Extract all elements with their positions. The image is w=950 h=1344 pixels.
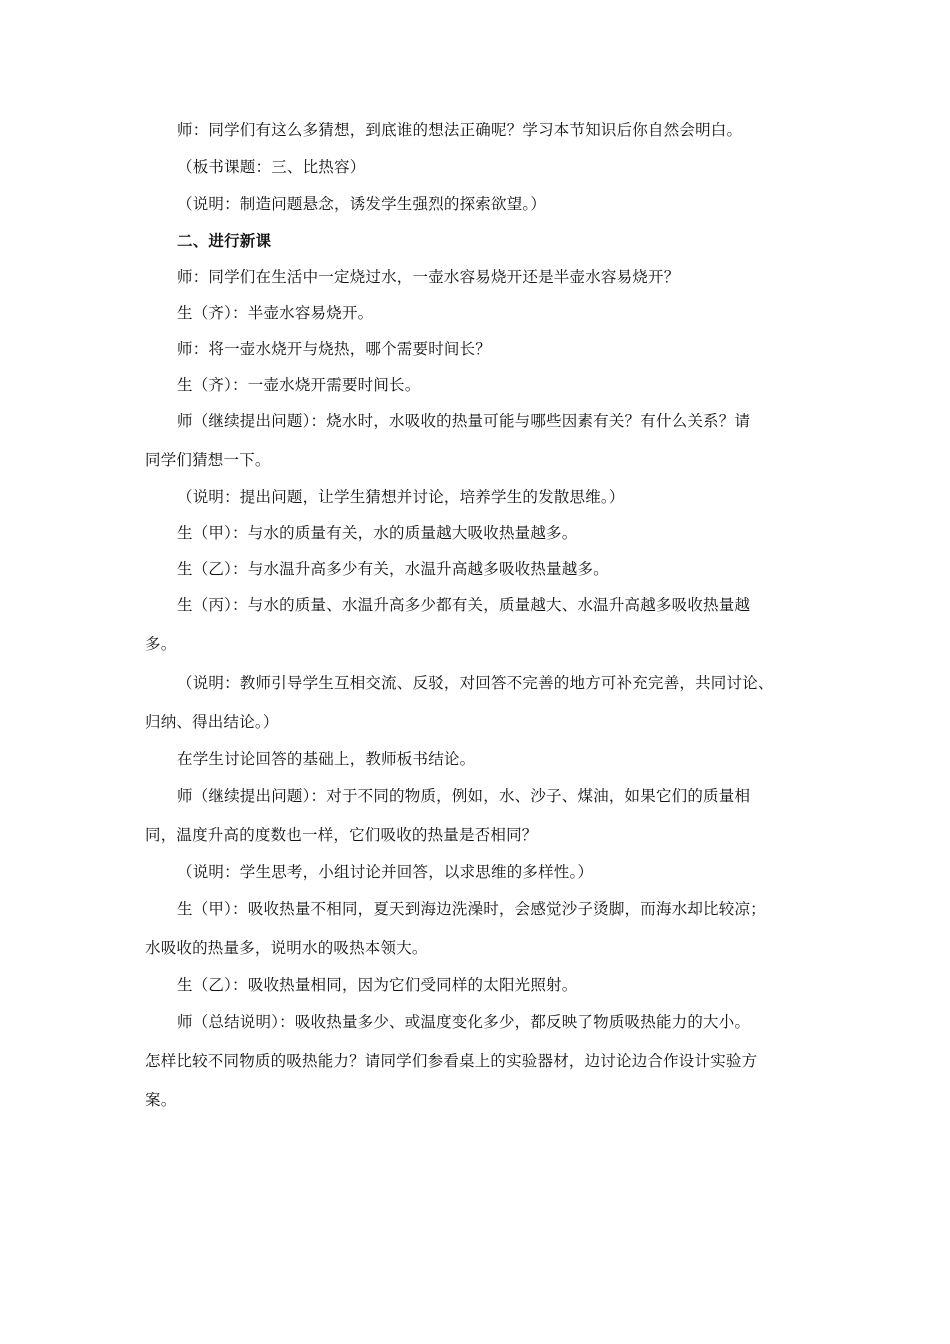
text-line: 生（齐）：半壶水容易烧开。	[177, 304, 374, 322]
text-line: 师：同学们有这么多猜想，到底谁的想法正确呢？学习本节知识后你自然会明白。	[177, 121, 743, 139]
text-line: 在学生讨论回答的基础上，教师板书结论。	[177, 750, 476, 768]
text-line: 师（继续提出问题）：烧水时，水吸收的热量可能与哪些因素有关？有什么关系？请	[177, 412, 751, 430]
text-line: 生（甲）：与水的质量有关，水的质量越大吸收热量越多。	[177, 524, 578, 542]
text-line: 同，温度升高的度数也一样，它们吸收的热量是否相同？	[145, 826, 538, 844]
text-line: 生（甲）：吸收热量不相同，夏天到海边洗澡时，会感觉沙子烫脚，而海水却比较凉；	[177, 900, 766, 918]
text-line: （说明：教师引导学生互相交流、反驳，对回答不完善的地方可补充完善，共同讨论、	[177, 674, 774, 692]
text-line: 师：将一壶水烧开与烧热，哪个需要时间长？	[177, 340, 492, 358]
text-line: 归纳、得出结论。）	[145, 713, 279, 731]
text-line: 生（丙）：与水的质量、水温升高多少都有关，质量越大、水温升高越多吸收热量越	[177, 596, 751, 614]
text-line: （说明：学生思考，小组讨论并回答，以求思维的多样性。）	[177, 863, 594, 881]
text-line: 怎样比较不同物质的吸热能力？请同学们参看桌上的实验器材，边讨论边合作设计实验方	[145, 1052, 758, 1070]
text-line: （板书课题：三、比热容）	[177, 158, 366, 176]
text-line: 生（乙）：吸收热量相同，因为它们受同样的太阳光照射。	[177, 976, 578, 994]
text-line: 师（继续提出问题）：对于不同的物质，例如，水、沙子、煤油，如果它们的质量相	[177, 787, 751, 805]
text-line: 案。	[145, 1091, 177, 1109]
text-line: 多。	[145, 635, 177, 653]
section-heading: 二、进行新课	[177, 232, 272, 250]
text-line: 师（总结说明）：吸收热量多少、或温度变化多少，都反映了物质吸热能力的大小。	[177, 1013, 751, 1031]
text-line: 同学们猜想一下。	[145, 451, 271, 469]
text-line: （说明：制造问题悬念，诱发学生强烈的探索欲望。）	[177, 195, 547, 213]
text-line: 师：同学们在生活中一定烧过水，一壶水容易烧开还是半壶水容易烧开？	[177, 268, 680, 286]
text-line: 生（齐）：一壶水烧开需要时间长。	[177, 376, 421, 394]
text-line: （说明：提出问题，让学生猜想并讨论，培养学生的发散思维。）	[177, 488, 625, 506]
text-line: 生（乙）：与水温升高多少有关，水温升高越多吸收热量越多。	[177, 560, 609, 578]
text-line: 水吸收的热量多，说明水的吸热本领大。	[145, 939, 428, 957]
